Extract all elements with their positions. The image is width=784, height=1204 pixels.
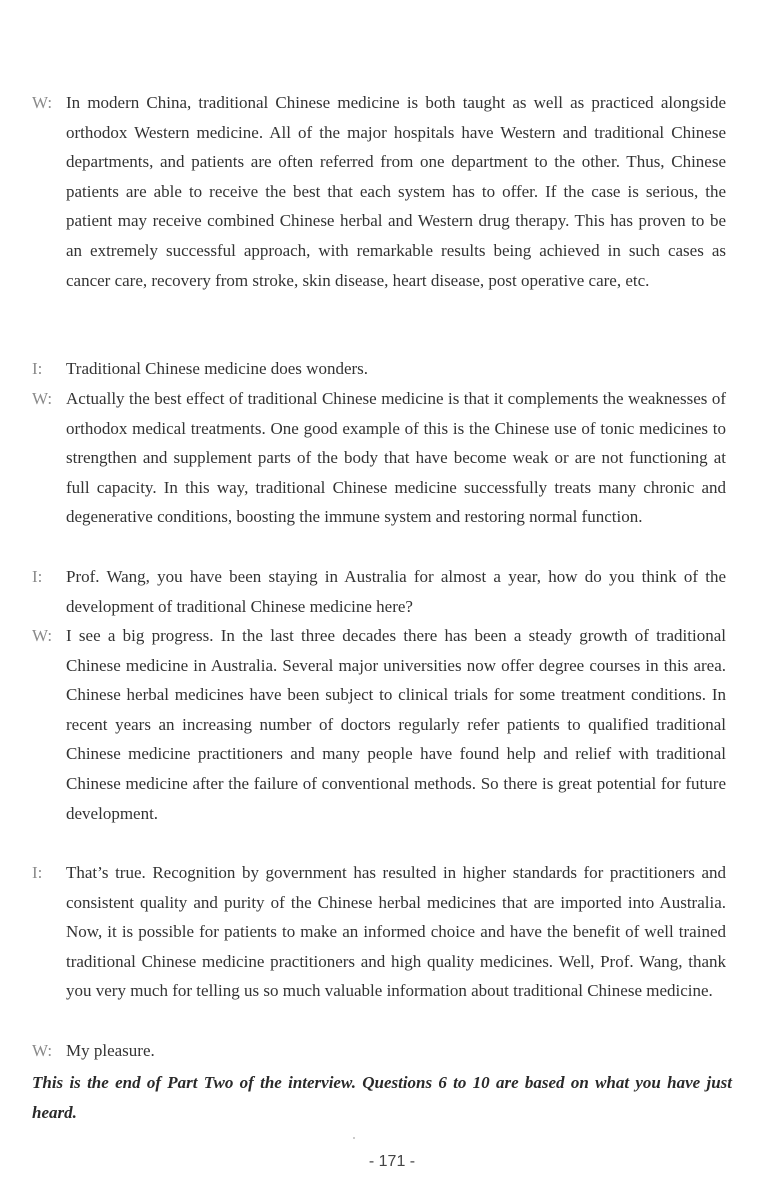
speaker-label: W: [32,389,53,408]
page-number: - 171 - [368,1153,416,1170]
dialogue-text: That’s true. Recognition by government has resulted in higher standards for practitioners and consistent quality and purity of the Chinese herbal medicines that are imported into Australia. Now, it is possible for patients to make an informed choice and have the benefit of well trained traditional Chinese medicine practitioners and high quality medicines. Well, Prof. Wang, thank you very much for telling us so much valuable information about traditional Chinese medicine. [66,863,726,1001]
dialogue-text: Traditional Chinese medicine does wonders. [66,359,369,378]
dialogue-text: My pleasure. [66,1041,155,1060]
speaker-label: I: [32,359,43,378]
speaker-label: W: [32,626,53,645]
speaker-label: W: [32,93,53,112]
closing-instruction: This is the end of Part Two of the interview. Questions 6 to 10 are based on what you have just heard. [32,1073,732,1122]
dialogue-text: In modern China, traditional Chinese medicine is both taught as well as practiced alongside orthodox Western medicine. All of the major hospitals have Western and traditional Chinese departments, and patients are often referred from one department to the other. Thus, Chinese patients are able to receive the best that each system has to offer. If the case is serious, the patient may receive combined Chinese herbal and Western drug therapy. This has proven to be an extremely successful approach, with remarkable results being achieved in such cases as cancer care, recovery from stroke, skin disease, heart disease, post operative care, etc. [66,93,726,290]
dialogue-text: I see a big progress. In the last three decades there has been a steady growth of traditional Chinese medicine in Australia. Several major universities now offer degree courses in this area. Chinese herbal medicines have been subject to clinical trials for some treatment conditions. In recent years an increasing number of doctors regularly refer patients to qualified traditional Chinese medicine practitioners and many people have found help and relief with traditional Chinese medicine after the failure of conventional methods. So there is great potential for future development. [66,626,726,823]
speaker-label: I: [32,567,43,586]
dialogue-text: Actually the best effect of traditional Chinese medicine is that it complements the weaknesses of orthodox medical treatments. One good example of this is the Chinese use of tonic medicines to strengthen and supplement parts of the body that have become weak or are not functioning at full capacity. In this way, traditional Chinese medicine successfully treats many chronic and degenerative conditions, boosting the immune system and restoring normal function. [66,389,726,527]
dialogue-text: Prof. Wang, you have been staying in Australia for almost a year, how do you think of the development of traditional Chinese medicine here? [66,567,726,616]
speaker-label: I: [32,863,43,882]
speaker-label: W: [32,1041,53,1060]
stray-mark [353,1137,355,1139]
